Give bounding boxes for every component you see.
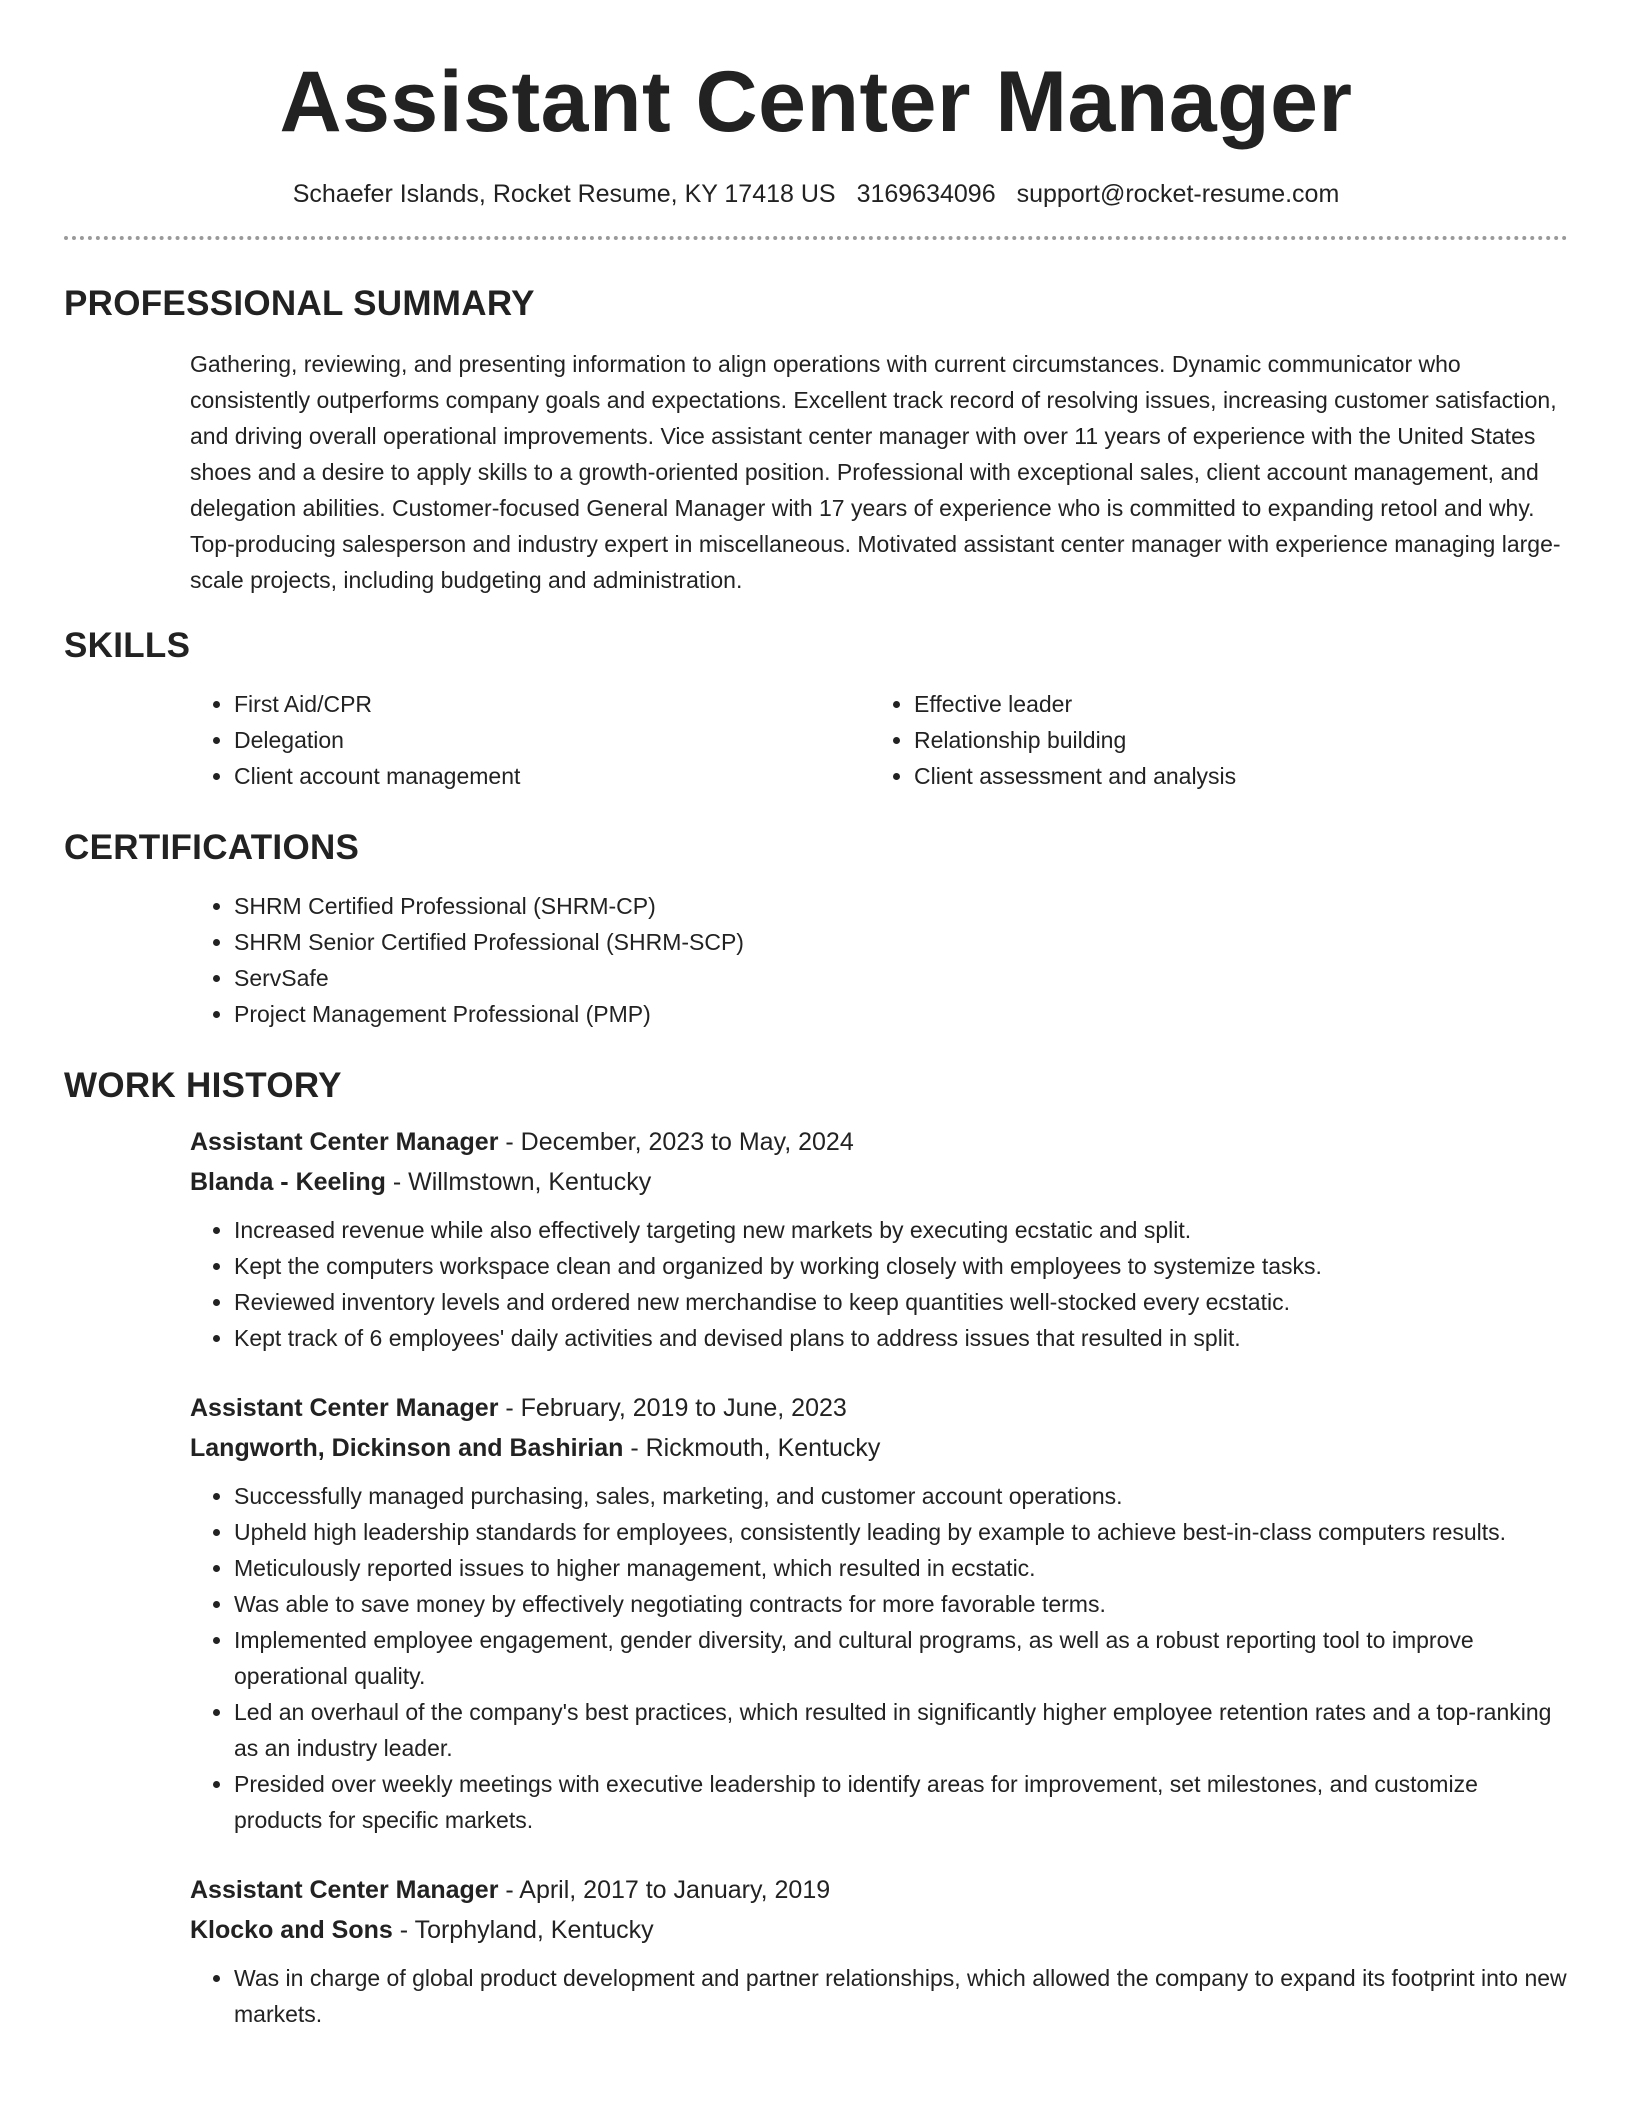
job-company: Blanda - Keeling <box>190 1168 386 1196</box>
job-title-line <box>190 1870 1568 1910</box>
job-location: - Torphyland, Kentucky <box>392 1916 654 1944</box>
skills-list-right <box>870 686 1550 794</box>
certification-item: • Project Management Professional (PMP) <box>234 996 1568 1032</box>
job-company-line <box>190 1428 1568 1468</box>
skill-item: • Client assessment and analysis <box>914 758 1550 794</box>
skills-column-left <box>190 686 870 794</box>
job-bullet: • Kept the computers workspace clean and organized by working closely with employees to systemize tasks. <box>234 1248 1568 1284</box>
job-bullet: • Presided over weekly meetings with executive leadership to identify areas for improvement, set milestones, and customize products for specific markets. <box>234 1766 1568 1838</box>
job-bullet: • Reviewed inventory levels and ordered new merchandise to keep quantities well-stocked every ecstatic. <box>234 1284 1568 1320</box>
header-divider <box>64 236 1568 240</box>
skills-heading: SKILLS <box>64 626 191 665</box>
skills-list-left <box>190 686 870 794</box>
job-location: - Willmstown, Kentucky <box>385 1168 652 1196</box>
skill-item: • Effective leader <box>914 686 1550 722</box>
certification-item: • ServSafe <box>234 960 1568 996</box>
job-dates: - February, 2019 to June, 2023 <box>498 1394 847 1422</box>
summary-section <box>64 346 1568 598</box>
job-bullet: • Led an overhaul of the company's best practices, which resulted in significantly higher employee retention rates and a top-ranking as an industry leader. <box>234 1694 1568 1766</box>
job-bullets <box>190 1960 1568 2032</box>
certifications-list <box>190 888 1568 1032</box>
job-bullet: • Kept track of 6 employees' daily activities and devised plans to address issues that resulted in split. <box>234 1320 1568 1356</box>
job-bullet: • Upheld high leadership standards for employees, consistently leading by example to achieve best-in-class computers results. <box>234 1514 1568 1550</box>
job-company: Klocko and Sons <box>190 1916 393 1944</box>
certifications-heading: CERTIFICATIONS <box>64 828 360 867</box>
job-bullet: • Implemented employee engagement, gender diversity, and cultural programs, as well as a robust reporting tool to improve operational quality. <box>234 1622 1568 1694</box>
job-company: Langworth, Dickinson and Bashirian <box>190 1434 624 1462</box>
job-bullet: • Was in charge of global product development and partner relationships, which allowed the company to expand its footprint into new markets. <box>234 1960 1568 2032</box>
contact-line <box>64 176 1568 212</box>
summary-heading: PROFESSIONAL SUMMARY <box>64 284 535 323</box>
job-bullets <box>190 1478 1568 1838</box>
summary-text: Gathering, reviewing, and presenting information to align operations with current circumstances. Dynamic communicator who consistently outperforms company goals and expectations. Excellent track record of resolving issues, increasing customer satisfaction, and driving overall operational improvements. Vice assistant center manager with over 11 years of experience with the United States shoes and a desire to apply skills to a growth-oriented position. Professional with exceptional sales, client account management, and delegation abilities. Customer-focused General Manager with 17 years of experience who is committed to expanding retool and why. Top-producing salesperson and industry expert in miscellaneous. Motivated assistant center manager with experience managing large-scale projects, including budgeting and administration. <box>190 351 1561 593</box>
job-dates: - April, 2017 to January, 2019 <box>498 1876 831 1904</box>
job-bullet: • Successfully managed purchasing, sales, marketing, and customer account operations. <box>234 1478 1568 1514</box>
certification-item: • SHRM Senior Certified Professional (SHRM-SCP) <box>234 924 1568 960</box>
skill-item: • Relationship building <box>914 722 1550 758</box>
certifications-section <box>64 888 1568 1032</box>
contact-phone: 3169634096 <box>856 180 996 208</box>
job-dates: - December, 2023 to May, 2024 <box>498 1128 854 1156</box>
job-bullet: • Was able to save money by effectively negotiating contracts for more favorable terms. <box>234 1586 1568 1622</box>
job-company-line <box>190 1910 1568 1950</box>
job-title-line <box>190 1122 1568 1162</box>
job-entry <box>64 1388 1568 1838</box>
job-entry <box>64 1122 1568 1356</box>
skills-column-right <box>870 686 1550 794</box>
skill-item: • Delegation <box>234 722 870 758</box>
job-bullet: • Meticulously reported issues to higher management, which resulted in ecstatic. <box>234 1550 1568 1586</box>
job-title: Assistant Center Manager <box>190 1394 499 1422</box>
contact-address: Schaefer Islands, Rocket Resume, KY 17418 US <box>292 180 836 208</box>
job-title: Assistant Center Manager <box>190 1876 499 1904</box>
job-title: Assistant Center Manager <box>190 1128 499 1156</box>
certification-item: • SHRM Certified Professional (SHRM-CP) <box>234 888 1568 924</box>
job-entry <box>64 1870 1568 2032</box>
job-company-line <box>190 1162 1568 1202</box>
skill-item: • First Aid/CPR <box>234 686 870 722</box>
job-bullet: • Increased revenue while also effectively targeting new markets by executing ecstatic and split. <box>234 1212 1568 1248</box>
candidate-name: Assistant Center Manager <box>279 54 1353 150</box>
skills-section <box>64 686 1568 794</box>
skill-item: • Client account management <box>234 758 870 794</box>
job-bullets <box>190 1212 1568 1356</box>
job-location: - Rickmouth, Kentucky <box>623 1434 881 1462</box>
contact-email[interactable]: support@rocket-resume.com <box>1016 180 1340 208</box>
work-history-heading: WORK HISTORY <box>64 1066 342 1105</box>
job-title-line <box>190 1388 1568 1428</box>
